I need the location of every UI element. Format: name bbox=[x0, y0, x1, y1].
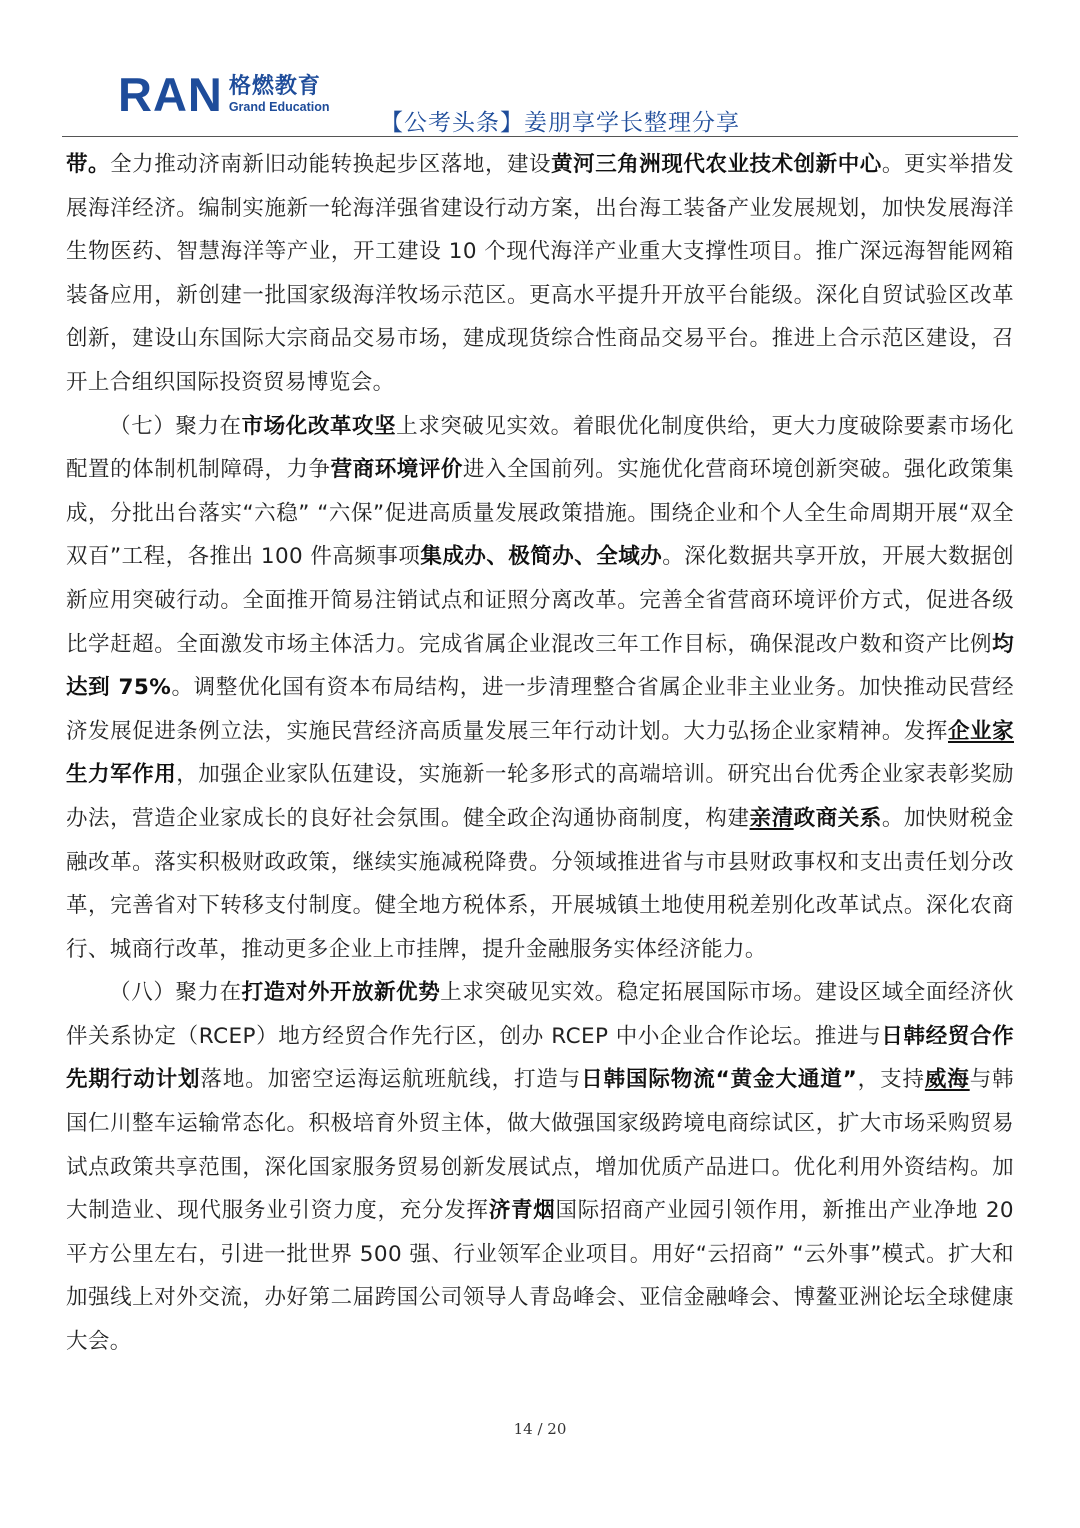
bold-text: 市场化改革攻坚 bbox=[241, 413, 397, 439]
bold-text: 黄河三角洲现代农业技术创新中心 bbox=[551, 152, 882, 177]
body-text: 全力推动济南新旧动能转换起步区落地，建设 bbox=[110, 152, 552, 177]
body-text: 。更实举措发展海洋经济。编制实施新一轮海洋强省建设行动方案，出台海工装备产业发展规划，加快发展海洋生物医药、智慧海洋等产业，开工建设 10 个现代海洋产业重大支撑性项目。推广深远海智能网箱装备应用，新创建一批国家级海洋牧场示范区。更高水平提升开放平台能级。深化自贸试验区改革创新，建设山东国际大宗商品交易市场，建成现货综合性商品交易平台。推进上合示范区建设，召开上合组织国际投资贸易博览会。 bbox=[66, 152, 1014, 395]
underlined-text: 企业家 bbox=[948, 718, 1014, 744]
underlined-text: 亲清 bbox=[749, 805, 794, 831]
bold-text: 日韩经贸合作先期行动计划 bbox=[66, 1023, 1014, 1093]
brand-logo bbox=[118, 68, 330, 121]
bold-text bbox=[925, 1067, 970, 1092]
body-text: ，加强企业家队伍建设，实施新一轮多形式的高端培训。研究出台优秀企业家表彰奖励办法，营造企业家成长的良好社会氛围。健全政企沟通协商制度，构建 bbox=[66, 762, 1014, 831]
logo-letters: RAN bbox=[118, 68, 223, 121]
bold-text: 均达到 75% bbox=[66, 631, 1014, 701]
page-number: 14 / 20 bbox=[513, 1420, 567, 1438]
body-text: ，支持 bbox=[857, 1067, 925, 1093]
bold-text: 企业家生力军作用 bbox=[66, 718, 1014, 788]
body-text: 进入全国前列。实施优化营商环境创新突破。强化政策集成，分批出台落实“六稳” “六保”促进高质量发展政策措施。围绕企业和个人全生命周期开展“双全双百”工程，各推出 100 件高频事项 bbox=[66, 457, 1014, 570]
body-text: 与韩国仁川整车运输常态化。积极培育外贸主体，做大做强国家级跨境电商综试区，扩大市场采购贸易试点政策共享范围，深化国家服务贸易创新发展试点，增加优质产品进口。优化利用外资结构。加大制造业、现代服务业引资力度，充分发挥 bbox=[66, 1067, 1014, 1224]
bold-text: 济青烟 bbox=[488, 1198, 556, 1224]
body-text: （七）聚力在 bbox=[109, 413, 242, 439]
logo-english-name: Grand Education bbox=[228, 100, 330, 114]
bold-text: 日韩国际物流“黄金大通道” bbox=[581, 1067, 858, 1093]
body-text: 国际招商产业园引领作用，新推出产业净地 20 平方公里左右，引进一批世界 500 强、行业领军企业项目。用好“云招商” “云外事”模式。扩大和加强线上对外交流，办好第二届跨国公司领导人青岛峰会、亚信金融峰会、博鳌亚洲论坛全球健康大会。 bbox=[66, 1198, 1014, 1355]
bold-text: 营商环境评价 bbox=[330, 457, 463, 483]
body-text: 上求突破见实效。稳定拓展国际市场。建设区域全面经济伙伴关系协定（RCEP）地方经贸合作先行区，创办 RCEP 中小企业合作论坛。推进与 bbox=[66, 980, 1014, 1049]
logo-chinese-name: 格燃教育 bbox=[228, 74, 321, 99]
page-header bbox=[0, 0, 1080, 140]
body-text: 。调整优化国有资本布局结构，进一步清理整合省属企业非主业业务。加快推动民营经济发展促进条例立法，实施民营经济高质量发展三年行动计划。大力弘扬企业家精神。发挥 bbox=[66, 675, 1014, 744]
paragraph-continued bbox=[66, 143, 1014, 405]
body-text: （八）聚力在 bbox=[109, 980, 242, 1006]
underlined-text: 威海 bbox=[924, 1067, 970, 1093]
header-divider bbox=[62, 136, 1018, 137]
logo-text-block bbox=[229, 75, 330, 115]
header-tagline: 【公考头条】姜朋享学长整理分享 bbox=[380, 110, 740, 136]
paragraph-section-eight bbox=[66, 971, 1014, 1363]
paragraph-section-seven bbox=[66, 405, 1014, 972]
body-text: 上求突破见实效。着眼优化制度供给，更大力度破除要素市场化配置的体制机制障碍，力争 bbox=[66, 413, 1014, 483]
bold-text: 打造对外开放新优势 bbox=[241, 980, 441, 1006]
bold-text: 带。 bbox=[66, 152, 111, 177]
body-text: 。深化数据共享开放，开展大数据创新应用突破行动。全面推开简易注销试点和证照分离改革。完善全省营商环境评价方式，促进各级比学赶超。全面激发市场主体活力。完成省属企业混改三年工作目标，确保混改户数和资产比例 bbox=[66, 544, 1015, 657]
bold-text: 集成办、极简办、全域办 bbox=[420, 544, 663, 570]
body-text: 落地。加密空运海运航班航线，打造与 bbox=[200, 1067, 582, 1093]
bold-text: 亲清政商关系 bbox=[749, 805, 882, 831]
document-body bbox=[66, 143, 1014, 1364]
body-text: 。加快财税金融改革。落实积极财政政策，继续实施减税降费。分领域推进省与市县财政事权和支出责任划分改革，完善省对下转移支付制度。健全地方税体系，开展城镇土地使用税差别化改革试点。深化农商行、城商行改革，推动更多企业上市挂牌，提升金融服务实体经济能力。 bbox=[66, 805, 1014, 962]
